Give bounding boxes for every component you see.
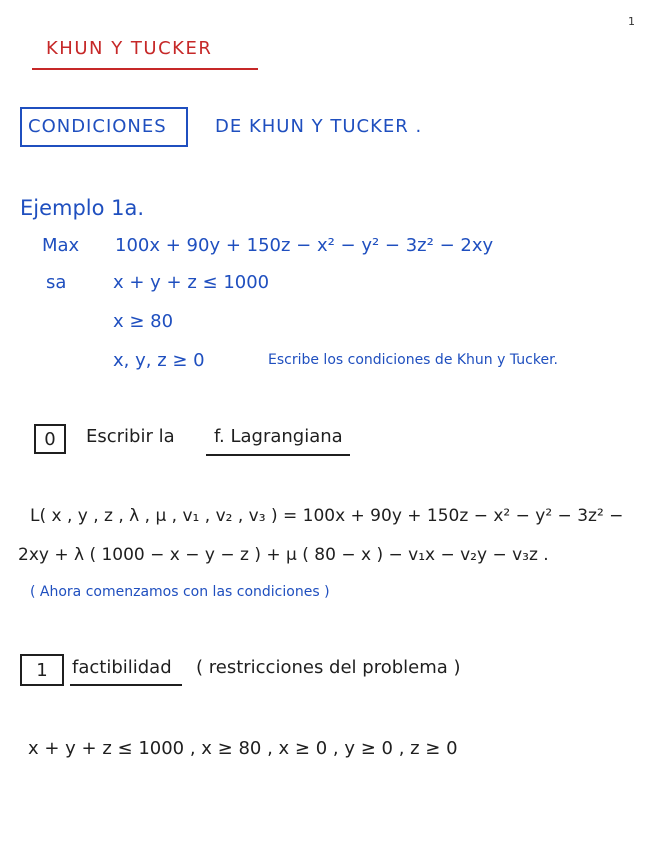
objective-function: 100x + 90y + 150z − x² − y² − 3z² − 2xy [115,235,494,256]
step-0-number: 0 [44,428,56,450]
constraint-1: x + y + z ≤ 1000 [113,272,270,293]
page-title: KHUN Y TUCKER [46,38,213,59]
section-heading-boxed: CONDICIONES [28,116,167,137]
page-number: 1 [628,15,635,28]
step-0-box [34,424,66,454]
conditions-note: ( Ahora comenzamos con las condiciones ) [30,584,330,600]
lagrangian-line-1: L( x , y , z , λ , μ , v₁ , v₂ , v₃ ) = 100x + 90y + 150z − x² − y² − 3z² − [30,506,624,526]
instruction: Escribe los condiciones de Khun y Tucker. [268,352,559,368]
title-underline [32,68,258,70]
feasibility-conditions: x + y + z ≤ 1000 , x ≥ 80 , x ≥ 0 , y ≥ 0 , z ≥ 0 [28,738,458,759]
step-0-text: Escribir la [86,426,175,447]
section-heading-rest: DE KHUN Y TUCKER . [215,116,423,137]
max-label: Max [42,235,80,256]
lagrangian-line-2: 2xy + λ ( 1000 − x − y − z ) + μ ( 80 − x ) − v₁x − v₂y − v₃z . [18,545,549,565]
step-1-number: 1 [36,659,48,681]
step-1-underline [70,684,182,686]
step-0-underlined: f. Lagrangiana [214,426,343,447]
step-1-box [20,654,64,686]
sa-label: sa [46,272,67,293]
step-0-underline [206,454,350,456]
step-1-text: ( restricciones del problema ) [196,657,461,678]
constraint-2: x ≥ 80 [113,311,174,332]
nonnegativity: x, y, z ≥ 0 [113,350,205,371]
example-label: Ejemplo 1a. [20,196,145,220]
step-1-underlined: factibilidad [72,657,172,678]
